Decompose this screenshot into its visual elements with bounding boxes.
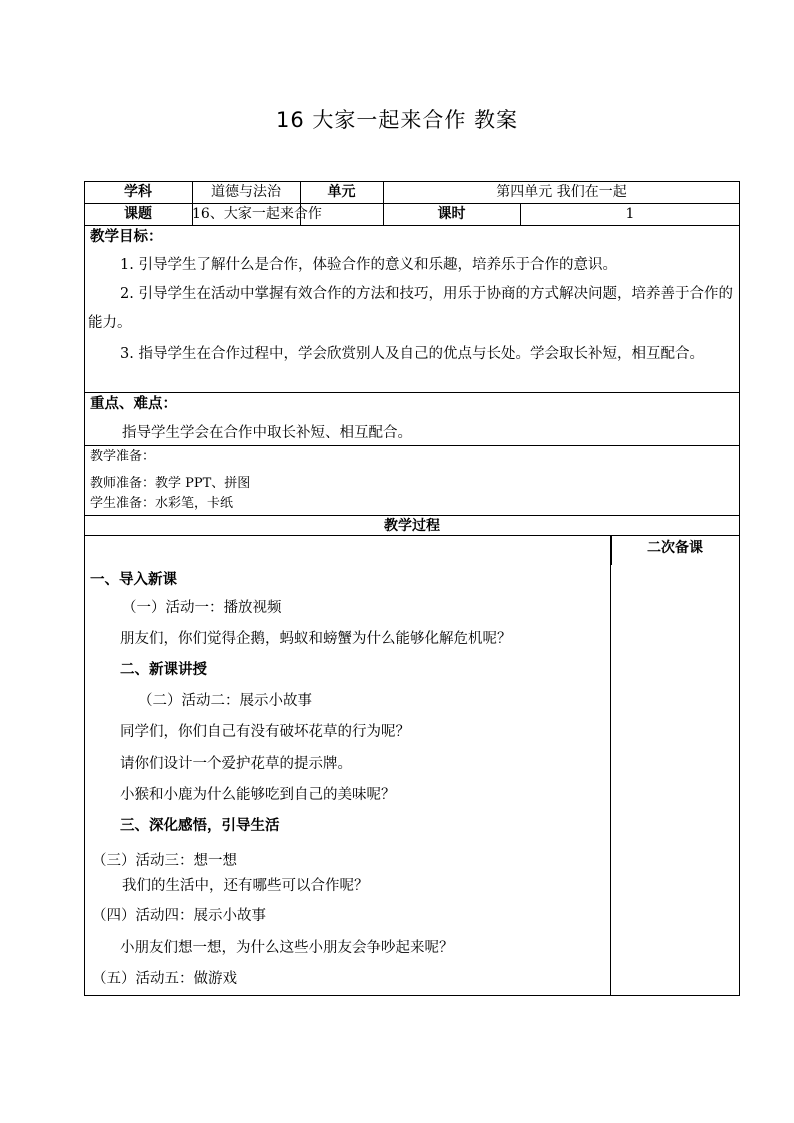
goal-item: 2. 引导学生在活动中掌握有效合作的方法和技巧，用乐于协商的方式解决问题，培养善于合作的能力。 bbox=[88, 286, 733, 331]
goal-item: 1. 引导学生了解什么是合作，体验合作的意义和乐趣，培养乐于合作的意识。 bbox=[120, 257, 617, 273]
process-heading: 教学过程 bbox=[384, 518, 440, 534]
keypoints-heading: 重点、难点： bbox=[90, 396, 177, 412]
row-divider bbox=[84, 445, 740, 446]
process-line: （五）活动五：做游戏 bbox=[92, 971, 237, 987]
process-line: 朋友们，你们觉得企鹅，蚂蚁和螃蟹为什么能够化解危机呢？ bbox=[120, 631, 512, 647]
keypoints-text: 指导学生学会在合作中取长补短、相互配合。 bbox=[122, 425, 412, 441]
goals-heading: 教学目标： bbox=[90, 229, 163, 245]
subject-label: 学科 bbox=[124, 184, 152, 200]
topic-label: 课题 bbox=[124, 206, 152, 222]
goal-item: 3. 指导学生在合作过程中，学会欣赏别人及自己的优点与长处。学会取长补短，相互配合。 bbox=[120, 346, 704, 362]
prep-heading: 教学准备： bbox=[90, 449, 156, 464]
process-line: 同学们，你们自己有没有破坏花草的行为呢？ bbox=[120, 724, 410, 740]
prep-teacher: 教师准备：教学 PPT、拼图 bbox=[90, 476, 251, 491]
prep-student: 学生准备：水彩笔，卡纸 bbox=[90, 496, 234, 511]
unit-label: 单元 bbox=[327, 184, 356, 200]
process-line: （一）活动一：播放视频 bbox=[122, 600, 282, 616]
process-line: （三）活动三：想一想 bbox=[92, 853, 237, 869]
process-line: 我们的生活中，还有哪些可以合作呢？ bbox=[122, 878, 369, 894]
process-line: （四）活动四：展示小故事 bbox=[92, 908, 266, 924]
unit-value: 第四单元 我们在一起 bbox=[496, 184, 627, 200]
hours-value: 1 bbox=[625, 206, 635, 222]
process-line: 请你们设计一个爱护花草的提示牌。 bbox=[120, 756, 352, 772]
process-line: （二）活动二：展示小故事 bbox=[138, 693, 312, 709]
process-line: 小朋友们想一想，为什么这些小朋友会争吵起来呢？ bbox=[120, 940, 454, 956]
page-title: 16 大家一起来合作 教案 bbox=[275, 108, 519, 132]
subject-value: 道德与法治 bbox=[211, 184, 281, 200]
topic-value: 16、大家一起来合作 bbox=[192, 206, 322, 222]
process-line: 二、新课讲授 bbox=[120, 662, 207, 678]
process-line: 小猴和小鹿为什么能够吃到自己的美味呢？ bbox=[120, 787, 396, 803]
process-line: 三、深化感悟，引导生活 bbox=[120, 818, 280, 834]
hours-label: 课时 bbox=[437, 206, 466, 222]
col-divider bbox=[610, 535, 611, 996]
row-divider bbox=[84, 225, 740, 226]
row-divider bbox=[84, 392, 740, 393]
process-line: 一、导入新课 bbox=[90, 572, 177, 588]
second-prep-heading: 二次备课 bbox=[647, 540, 703, 556]
